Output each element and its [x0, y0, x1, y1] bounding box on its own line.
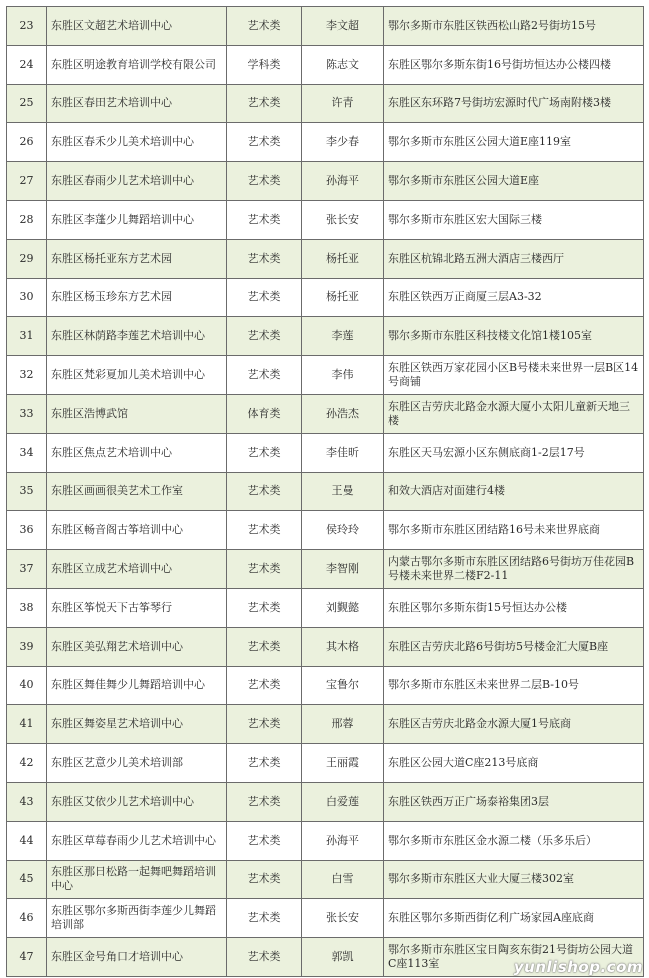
row-number-cell: 45 — [7, 860, 47, 899]
contact-person-cell: 侯玲玲 — [302, 511, 384, 550]
table-row — [7, 705, 644, 744]
table-row — [7, 666, 644, 705]
address-cell: 东胜区吉劳庆北路金水源大厦1号底商 — [384, 705, 644, 744]
category-cell: 艺术类 — [227, 200, 302, 239]
row-number-cell: 29 — [7, 239, 47, 278]
address-cell: 东胜区铁西万正广场泰裕集团3层 — [384, 782, 644, 821]
institution-name-cell: 东胜区立成艺术培训中心 — [47, 550, 227, 589]
institution-name-cell: 东胜区焦点艺术培训中心 — [47, 433, 227, 472]
address-cell: 东胜区公园大道C座213号底商 — [384, 744, 644, 783]
contact-person-cell: 宝鲁尔 — [302, 666, 384, 705]
institution-name-cell: 东胜区草莓春雨少儿艺术培训中心 — [47, 821, 227, 860]
institution-name-cell: 东胜区美弘翔艺术培训中心 — [47, 627, 227, 666]
address-cell: 东胜区天马宏源小区东侧底商1-2层17号 — [384, 433, 644, 472]
address-cell: 鄂尔多斯市东胜区科技楼文化馆1楼105室 — [384, 317, 644, 356]
contact-person-cell: 李文超 — [302, 7, 384, 46]
address-cell: 鄂尔多斯市东胜区铁西松山路2号街坊15号 — [384, 7, 644, 46]
row-number-cell: 31 — [7, 317, 47, 356]
table-row — [7, 588, 644, 627]
contact-person-cell: 陈志文 — [302, 45, 384, 84]
category-cell: 艺术类 — [227, 433, 302, 472]
category-cell: 艺术类 — [227, 239, 302, 278]
table-row — [7, 317, 644, 356]
institution-name-cell: 东胜区艺意少儿美术培训部 — [47, 744, 227, 783]
category-cell: 艺术类 — [227, 278, 302, 317]
contact-person-cell: 李少春 — [302, 123, 384, 162]
contact-person-cell: 孙海平 — [302, 162, 384, 201]
category-cell: 艺术类 — [227, 588, 302, 627]
row-number-cell: 44 — [7, 821, 47, 860]
address-cell: 东胜区东环路7号街坊宏源时代广场南附楼3楼 — [384, 84, 644, 123]
row-number-cell: 24 — [7, 45, 47, 84]
table-row — [7, 239, 644, 278]
address-cell: 东胜区鄂尔多斯东街15号恒达办公楼 — [384, 588, 644, 627]
table-row — [7, 511, 644, 550]
contact-person-cell: 张长安 — [302, 899, 384, 938]
address-cell: 鄂尔多斯市东胜区宏大国际三楼 — [384, 200, 644, 239]
table-row — [7, 433, 644, 472]
row-number-cell: 42 — [7, 744, 47, 783]
table-row — [7, 550, 644, 589]
address-cell: 东胜区杭锦北路五洲大酒店三楼西厅 — [384, 239, 644, 278]
contact-person-cell: 白爱莲 — [302, 782, 384, 821]
table-row — [7, 123, 644, 162]
institution-name-cell: 东胜区画画很美艺术工作室 — [47, 472, 227, 511]
contact-person-cell: 李莲 — [302, 317, 384, 356]
address-cell: 和效大酒店对面建行4楼 — [384, 472, 644, 511]
category-cell: 艺术类 — [227, 550, 302, 589]
watermark: yunlishop.com — [513, 958, 643, 976]
institution-name-cell: 东胜区那日松路一起舞吧舞蹈培训中心 — [47, 860, 227, 899]
table-row — [7, 7, 644, 46]
category-cell: 艺术类 — [227, 938, 302, 977]
category-cell: 艺术类 — [227, 860, 302, 899]
contact-person-cell: 郭凯 — [302, 938, 384, 977]
row-number-cell: 36 — [7, 511, 47, 550]
row-number-cell: 32 — [7, 356, 47, 395]
contact-person-cell: 刘觐懿 — [302, 588, 384, 627]
table-row — [7, 45, 644, 84]
address-cell: 鄂尔多斯市东胜区金水源二楼（乐多乐后） — [384, 821, 644, 860]
address-cell: 内蒙古鄂尔多斯市东胜区团结路6号街坊万佳花园B号楼未来世界二楼F2-11 — [384, 550, 644, 589]
contact-person-cell: 邢蓉 — [302, 705, 384, 744]
row-number-cell: 37 — [7, 550, 47, 589]
institution-name-cell: 东胜区艾依少儿艺术培训中心 — [47, 782, 227, 821]
category-cell: 艺术类 — [227, 123, 302, 162]
category-cell: 体育类 — [227, 394, 302, 433]
institution-name-cell: 东胜区明途教育培训学校有限公司 — [47, 45, 227, 84]
row-number-cell: 35 — [7, 472, 47, 511]
contact-person-cell: 李伟 — [302, 356, 384, 395]
contact-person-cell: 李佳昕 — [302, 433, 384, 472]
category-cell: 艺术类 — [227, 705, 302, 744]
institution-name-cell: 东胜区李蓬少儿舞蹈培训中心 — [47, 200, 227, 239]
institution-name-cell: 东胜区文超艺术培训中心 — [47, 7, 227, 46]
contact-person-cell: 杨托亚 — [302, 239, 384, 278]
address-cell: 东胜区鄂尔多斯西街亿利广场家园A座底商 — [384, 899, 644, 938]
row-number-cell: 34 — [7, 433, 47, 472]
table-row — [7, 782, 644, 821]
row-number-cell: 40 — [7, 666, 47, 705]
category-cell: 艺术类 — [227, 627, 302, 666]
row-number-cell: 39 — [7, 627, 47, 666]
institution-name-cell: 东胜区舞姿星艺术培训中心 — [47, 705, 227, 744]
address-cell: 鄂尔多斯市东胜区团结路16号未来世界底商 — [384, 511, 644, 550]
category-cell: 艺术类 — [227, 744, 302, 783]
contact-person-cell: 李智刚 — [302, 550, 384, 589]
institution-name-cell: 东胜区畅音阁古筝培训中心 — [47, 511, 227, 550]
address-cell: 东胜区铁西万正商厦三层A3-32 — [384, 278, 644, 317]
category-cell: 艺术类 — [227, 899, 302, 938]
contact-person-cell: 张长安 — [302, 200, 384, 239]
table-row — [7, 278, 644, 317]
address-cell: 鄂尔多斯市东胜区宝日陶亥东街21号街坊公园大道C座113室 — [384, 938, 644, 977]
row-number-cell: 33 — [7, 394, 47, 433]
institution-name-cell: 东胜区杨托亚东方艺术园 — [47, 239, 227, 278]
institution-name-cell: 东胜区梵彩夏加儿美术培训中心 — [47, 356, 227, 395]
contact-person-cell: 孙海平 — [302, 821, 384, 860]
address-cell: 东胜区铁西万家花园小区B号楼未来世界一层B区14号商铺 — [384, 356, 644, 395]
category-cell: 艺术类 — [227, 84, 302, 123]
institution-name-cell: 东胜区舞佳舞少儿舞蹈培训中心 — [47, 666, 227, 705]
institution-name-cell: 东胜区鄂尔多斯西街李莲少儿舞蹈培训部 — [47, 899, 227, 938]
category-cell: 学科类 — [227, 45, 302, 84]
category-cell: 艺术类 — [227, 666, 302, 705]
institution-name-cell: 东胜区春禾少儿美术培训中心 — [47, 123, 227, 162]
address-cell: 鄂尔多斯市东胜区大业大厦三楼302室 — [384, 860, 644, 899]
category-cell: 艺术类 — [227, 511, 302, 550]
row-number-cell: 25 — [7, 84, 47, 123]
row-number-cell: 47 — [7, 938, 47, 977]
contact-person-cell: 白雪 — [302, 860, 384, 899]
table-row — [7, 744, 644, 783]
contact-person-cell: 许青 — [302, 84, 384, 123]
table-row — [7, 162, 644, 201]
table-row — [7, 860, 644, 899]
table-body — [7, 7, 644, 977]
institution-name-cell: 东胜区春雨少儿艺术培训中心 — [47, 162, 227, 201]
address-cell: 鄂尔多斯市东胜区未来世界二层B-10号 — [384, 666, 644, 705]
category-cell: 艺术类 — [227, 472, 302, 511]
institution-name-cell: 东胜区筝悦天下古筝琴行 — [47, 588, 227, 627]
table-row — [7, 200, 644, 239]
contact-person-cell: 其木格 — [302, 627, 384, 666]
table-row — [7, 627, 644, 666]
address-cell: 鄂尔多斯市东胜区公园大道E座119室 — [384, 123, 644, 162]
row-number-cell: 46 — [7, 899, 47, 938]
table-row — [7, 356, 644, 395]
address-cell: 东胜区吉劳庆北路6号街坊5号楼金汇大厦B座 — [384, 627, 644, 666]
row-number-cell: 30 — [7, 278, 47, 317]
institution-name-cell: 东胜区浩博武馆 — [47, 394, 227, 433]
training-institutions-table — [6, 6, 644, 977]
institution-name-cell: 东胜区林荫路李莲艺术培训中心 — [47, 317, 227, 356]
address-cell: 东胜区吉劳庆北路金水源大厦小太阳儿童新天地三楼 — [384, 394, 644, 433]
category-cell: 艺术类 — [227, 356, 302, 395]
institution-name-cell: 东胜区春田艺术培训中心 — [47, 84, 227, 123]
category-cell: 艺术类 — [227, 821, 302, 860]
category-cell: 艺术类 — [227, 162, 302, 201]
row-number-cell: 43 — [7, 782, 47, 821]
row-number-cell: 41 — [7, 705, 47, 744]
table-row — [7, 899, 644, 938]
category-cell: 艺术类 — [227, 782, 302, 821]
contact-person-cell: 杨托亚 — [302, 278, 384, 317]
address-cell: 鄂尔多斯市东胜区公园大道E座 — [384, 162, 644, 201]
contact-person-cell: 孙浩杰 — [302, 394, 384, 433]
address-cell: 东胜区鄂尔多斯东街16号街坊恒达办公楼四楼 — [384, 45, 644, 84]
contact-person-cell: 王曼 — [302, 472, 384, 511]
contact-person-cell: 王丽霞 — [302, 744, 384, 783]
table-row — [7, 84, 644, 123]
institution-name-cell: 东胜区金号角口才培训中心 — [47, 938, 227, 977]
table-row — [7, 394, 644, 433]
row-number-cell: 23 — [7, 7, 47, 46]
category-cell: 艺术类 — [227, 317, 302, 356]
row-number-cell: 27 — [7, 162, 47, 201]
row-number-cell: 26 — [7, 123, 47, 162]
row-number-cell: 38 — [7, 588, 47, 627]
institution-name-cell: 东胜区杨玉珍东方艺术园 — [47, 278, 227, 317]
category-cell: 艺术类 — [227, 7, 302, 46]
table-row — [7, 472, 644, 511]
table-row — [7, 821, 644, 860]
row-number-cell: 28 — [7, 200, 47, 239]
